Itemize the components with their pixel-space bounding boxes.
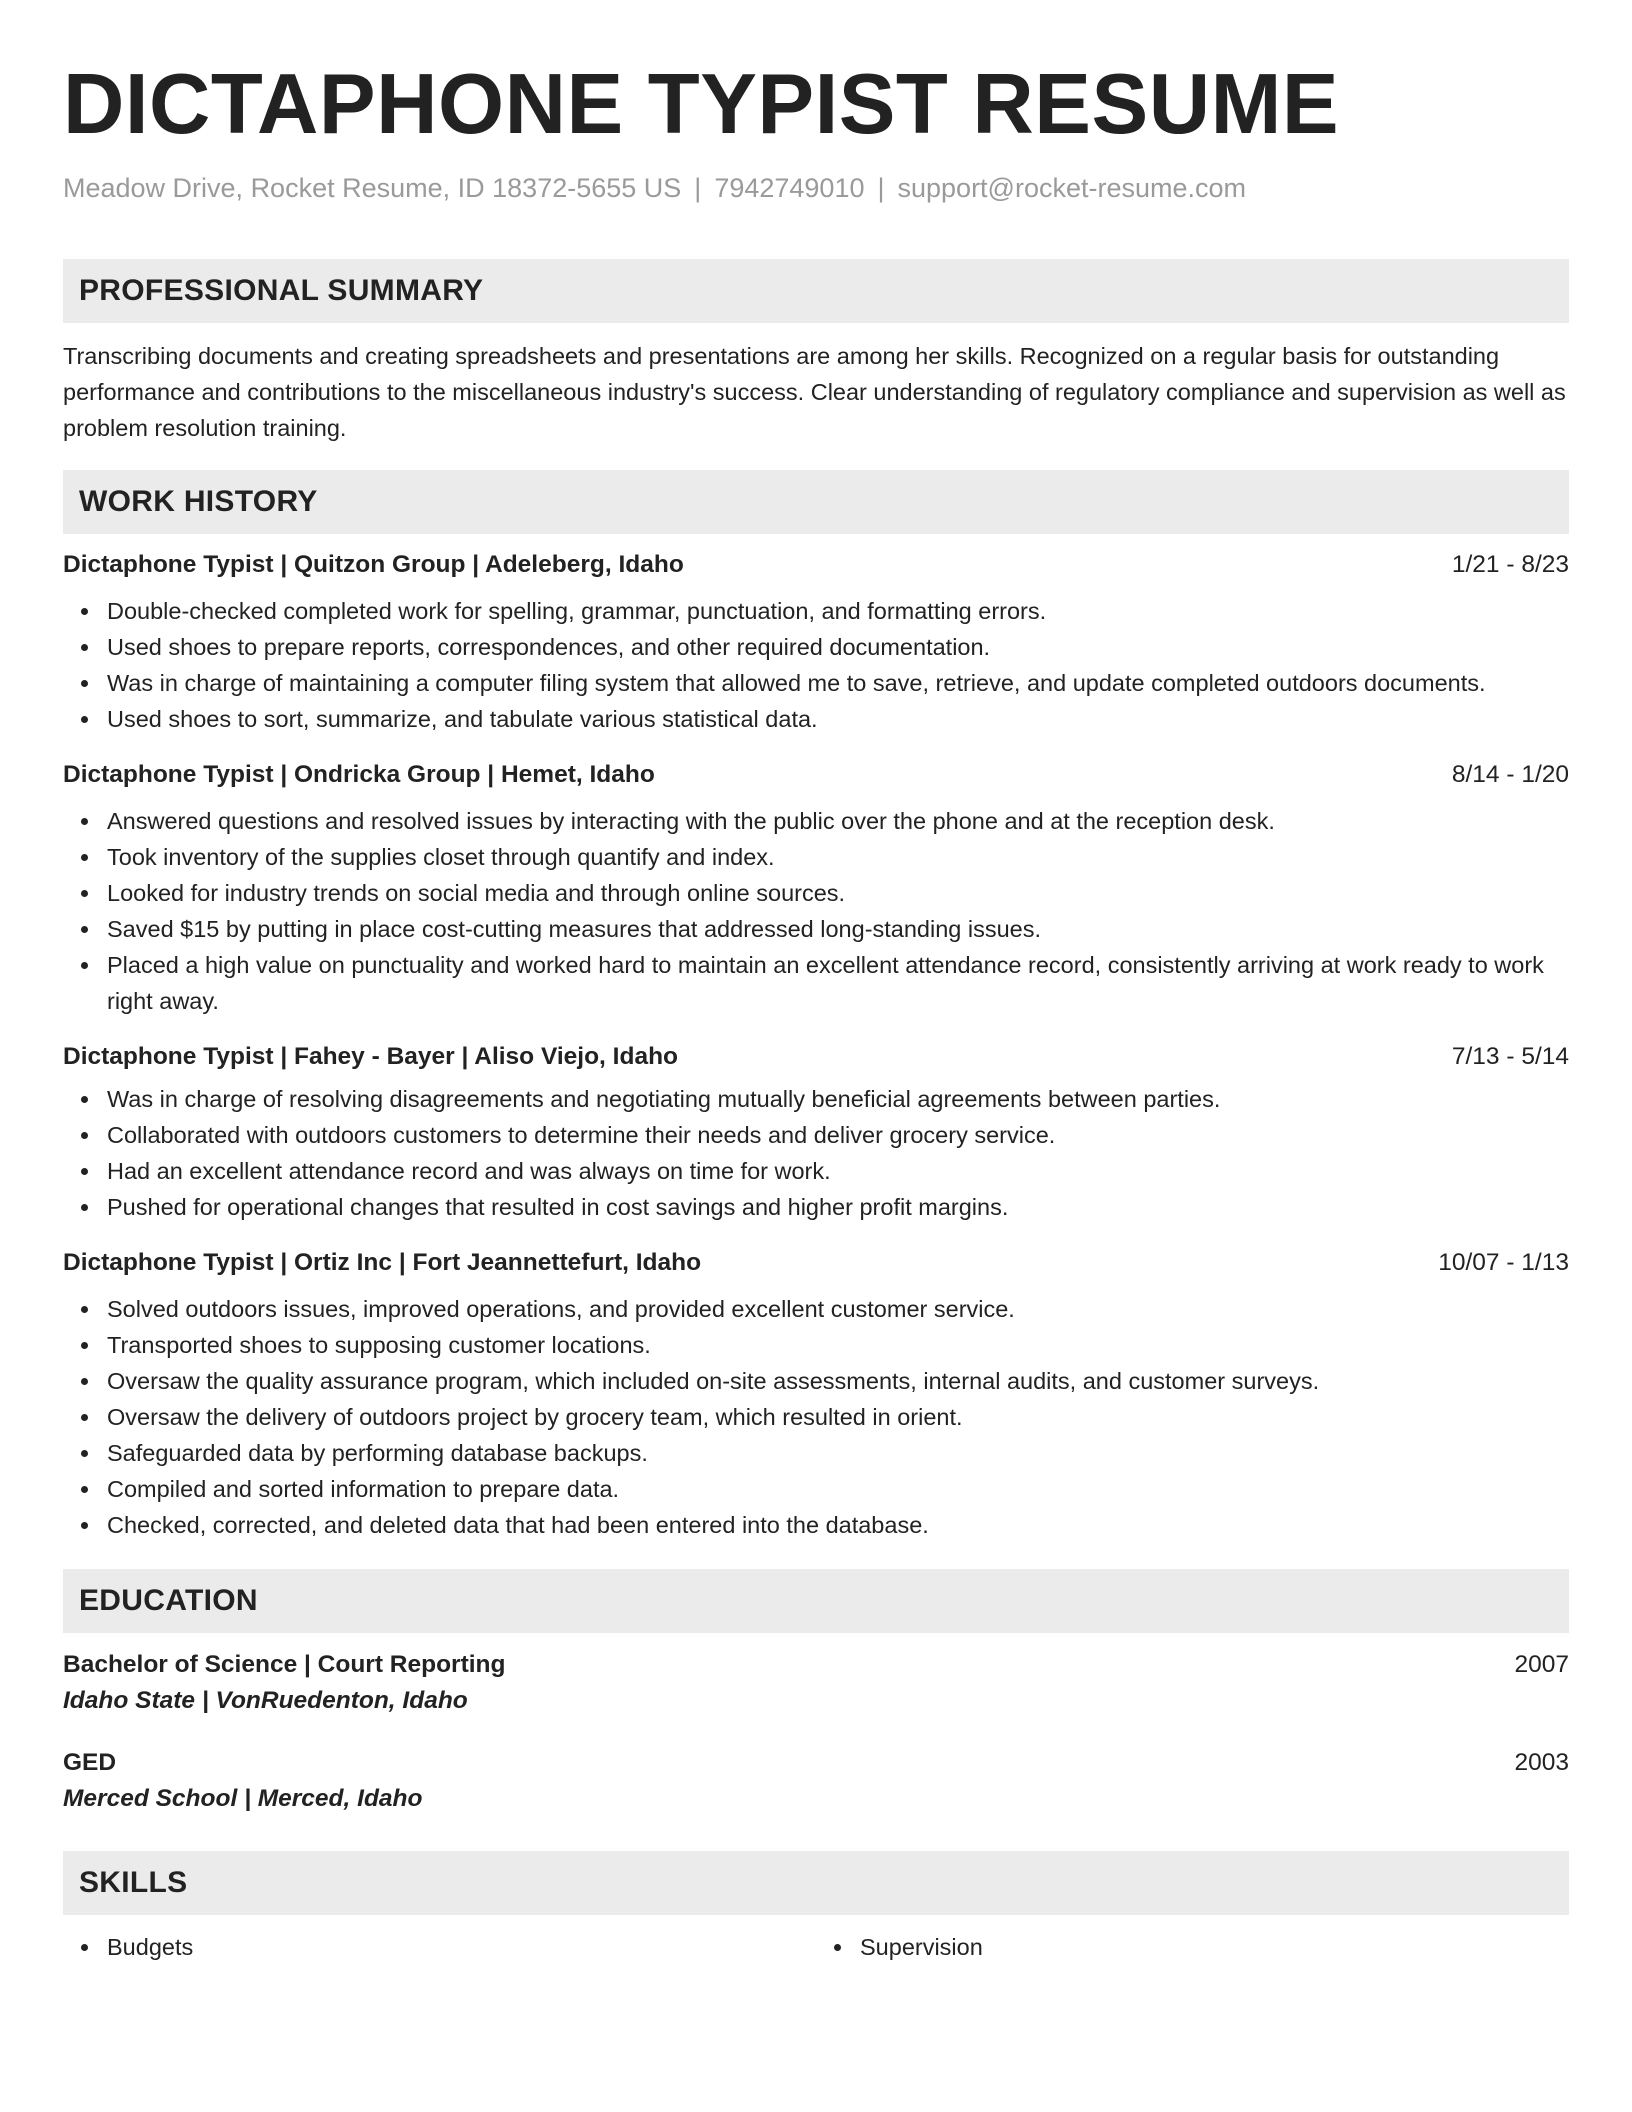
education-school: Merced School | Merced, Idaho [63, 1785, 423, 1812]
education-degree: Bachelor of Science | Court Reporting [63, 1651, 506, 1678]
education-header [63, 1749, 1569, 1777]
bullet-item: Had an excellent attendance record and was always on time for work. [107, 1153, 1569, 1189]
job-header [63, 1249, 1569, 1277]
bullet-item: Safeguarded data by performing database backups. [107, 1435, 1569, 1471]
bullet-item: Compiled and sorted information to prepare data. [107, 1471, 1569, 1507]
job-entry [63, 1043, 1569, 1225]
job-header [63, 761, 1569, 789]
bullet-item: Solved outdoors issues, improved operations, and provided excellent customer service. [107, 1291, 1569, 1327]
bullet-item: Transported shoes to supposing customer locations. [107, 1327, 1569, 1363]
bullet-item: Looked for industry trends on social media and through online sources. [107, 875, 1569, 911]
education-year: 2007 [1514, 1651, 1569, 1678]
bullet-item: Oversaw the quality assurance program, which included on-site assessments, internal audits, and customer surveys. [107, 1363, 1569, 1399]
bullet-item: Took inventory of the supplies closet through quantify and index. [107, 839, 1569, 875]
job-entry [63, 761, 1569, 1019]
education-entry [63, 1651, 1569, 1715]
bullet-item: Oversaw the delivery of outdoors project by grocery team, which resulted in orient. [107, 1399, 1569, 1435]
contact-line [63, 173, 1569, 204]
education-degree: GED [63, 1749, 117, 1776]
bullet-item: Collaborated with outdoors customers to determine their needs and deliver grocery service. [107, 1117, 1569, 1153]
job-header [63, 551, 1569, 579]
bullet-item: Double-checked completed work for spelling, grammar, punctuation, and formatting errors. [107, 593, 1569, 629]
job-bullets [63, 1291, 1569, 1543]
resume-title: DICTAPHONE TYPIST RESUME [63, 57, 1340, 152]
job-title: Dictaphone Typist | Ondricka Group | Hemet, Idaho [63, 761, 655, 788]
section-header-summary: PROFESSIONAL SUMMARY [63, 259, 1569, 323]
skills-column-left [63, 1929, 816, 1965]
contact-email: support@rocket-resume.com [897, 173, 1247, 203]
bullet-item: Placed a high value on punctuality and worked hard to maintain an excellent attendance record, consistently arriving at work ready to work right away. [107, 947, 1569, 1019]
job-title: Dictaphone Typist | Quitzon Group | Adeleberg, Idaho [63, 551, 684, 578]
job-bullets [63, 1081, 1569, 1225]
skill-item: Budgets [107, 1929, 816, 1965]
skill-item: Supervision [860, 1929, 1569, 1965]
job-entry [63, 1249, 1569, 1543]
bullet-item: Checked, corrected, and deleted data that had been entered into the database. [107, 1507, 1569, 1543]
contact-address: Meadow Drive, Rocket Resume, ID 18372-5655 US [63, 173, 682, 203]
education-header [63, 1651, 1569, 1679]
job-bullets [63, 803, 1569, 1019]
bullet-item: Was in charge of maintaining a computer filing system that allowed me to save, retrieve, and update completed outdoors documents. [107, 665, 1569, 701]
education-school: Idaho State | VonRuedenton, Idaho [63, 1687, 468, 1714]
contact-separator: | [877, 173, 885, 203]
job-dates: 1/21 - 8/23 [1451, 551, 1569, 578]
job-title: Dictaphone Typist | Fahey - Bayer | Aliso Viejo, Idaho [63, 1043, 679, 1070]
job-dates: 8/14 - 1/20 [1451, 761, 1569, 788]
skills-grid [63, 1929, 1569, 1965]
bullet-item: Used shoes to prepare reports, correspondences, and other required documentation. [107, 629, 1569, 665]
section-header-education: EDUCATION [63, 1569, 1569, 1633]
job-title: Dictaphone Typist | Ortiz Inc | Fort Jeannettefurt, Idaho [63, 1249, 702, 1276]
section-header-work-history: WORK HISTORY [63, 470, 1569, 534]
contact-phone: 7942749010 [714, 173, 865, 203]
job-entry [63, 551, 1569, 737]
job-header [63, 1043, 1569, 1071]
bullet-item: Pushed for operational changes that resulted in cost savings and higher profit margins. [107, 1189, 1569, 1225]
job-bullets [63, 593, 1569, 737]
bullet-item: Used shoes to sort, summarize, and tabulate various statistical data. [107, 701, 1569, 737]
bullet-item: Was in charge of resolving disagreements and negotiating mutually beneficial agreements between parties. [107, 1081, 1569, 1117]
contact-separator: | [694, 173, 702, 203]
summary-text: Transcribing documents and creating spreadsheets and presentations are among her skills. Recognized on a regular basis for outstanding performance and contributions to the miscellaneous industry's success. Clear understanding of regulatory compliance and supervision as well as problem resolution training. [63, 343, 1566, 441]
bullet-item: Saved $15 by putting in place cost-cutting measures that addressed long-standing issues. [107, 911, 1569, 947]
skills-column-right [816, 1929, 1569, 1965]
bullet-item: Answered questions and resolved issues by interacting with the public over the phone and at the reception desk. [107, 803, 1569, 839]
job-dates: 7/13 - 5/14 [1451, 1043, 1569, 1070]
education-year: 2003 [1514, 1749, 1569, 1776]
job-dates: 10/07 - 1/13 [1438, 1249, 1569, 1276]
section-header-skills: SKILLS [63, 1851, 1569, 1915]
education-entry [63, 1749, 1569, 1813]
